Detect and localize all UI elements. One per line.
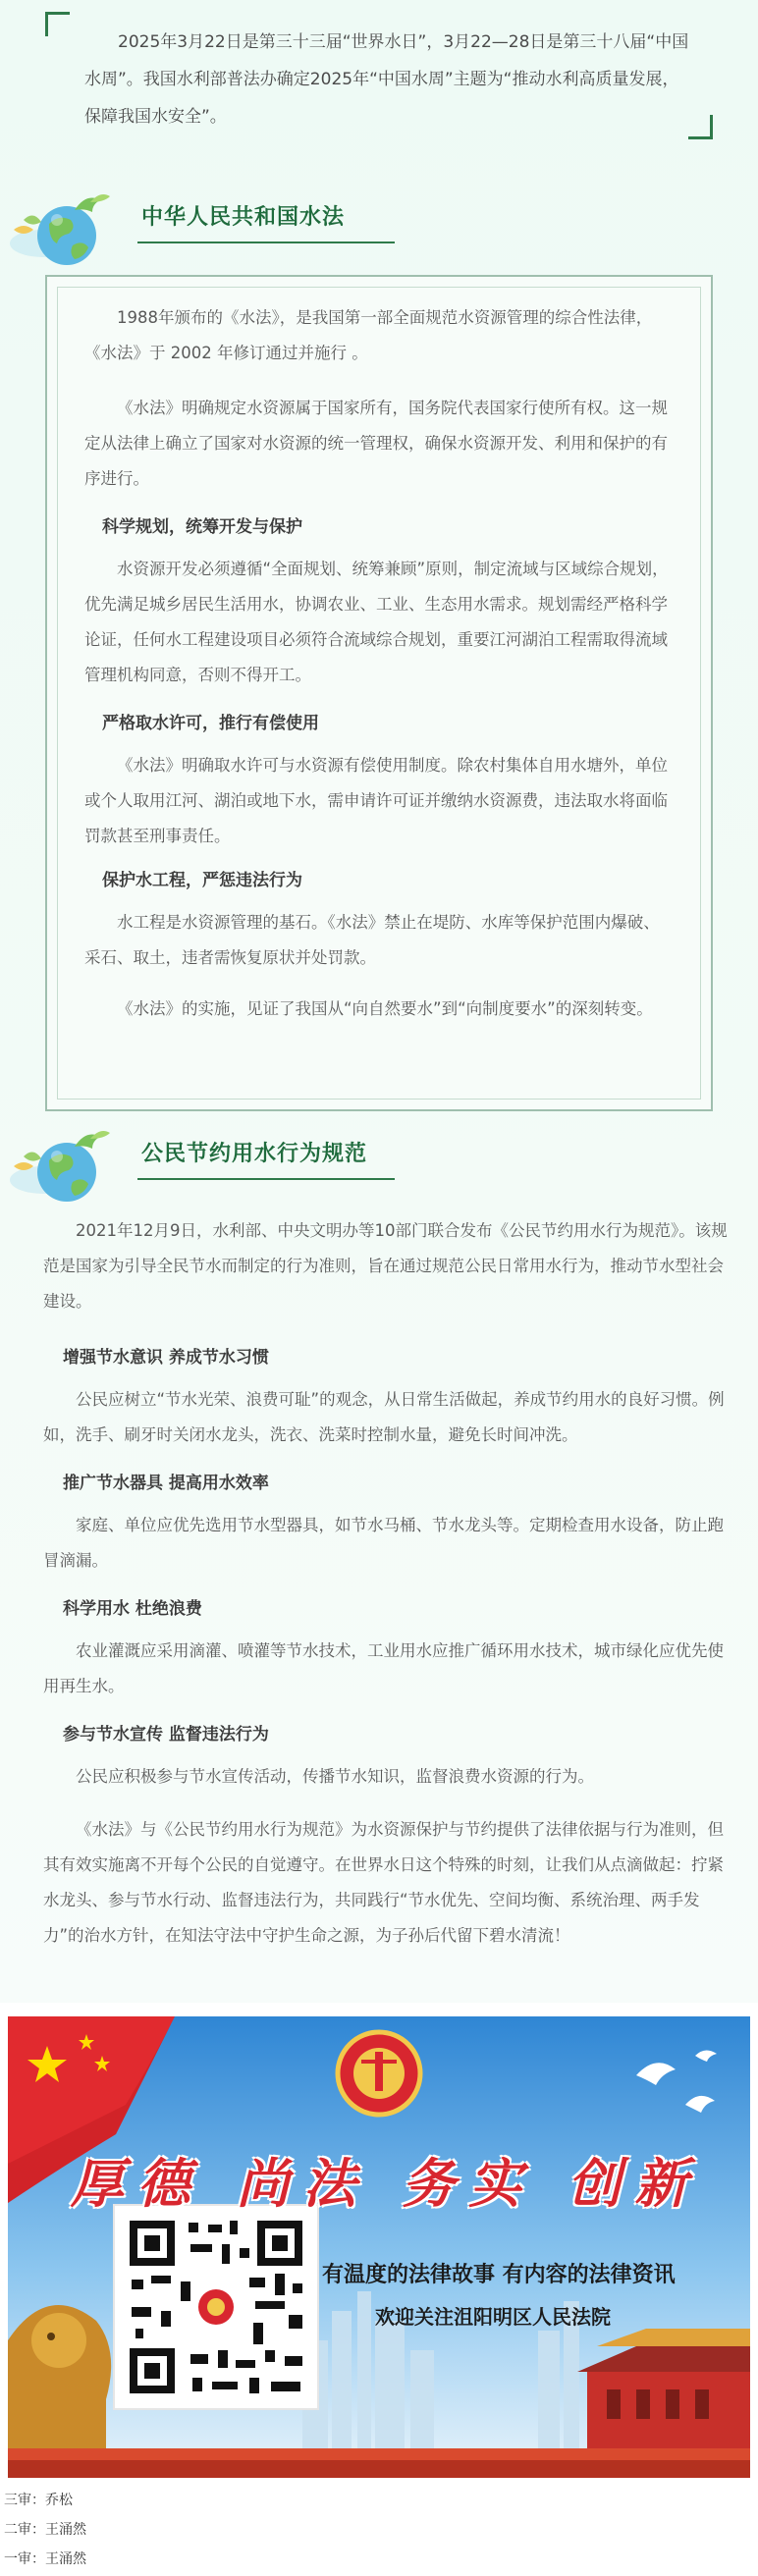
paragraph: 1988年颁布的《水法》，是我国第一部全面规范水资源管理的综合性法律，《水法》于 2002 年修订通过并施行 。	[84, 308, 653, 362]
subheading: 参与节水宣传 监督违法行为	[63, 1725, 269, 1744]
intro-text: 2025年3月22日是第三十三届“世界水日”，3月22—28日是第三十八届“中国水周”。我国水利部普法办确定2025年“中国水周”主题为“推动水利高质量发展，保障我国水安全”。	[84, 32, 689, 127]
earth-globe-icon	[10, 1117, 137, 1215]
paragraph: 公民应树立“节水光荣、浪费可耻”的观念，从日常生活做起，养成节约用水的良好习惯。例如，洗手、刷牙时关闭水龙头，洗衣、洗菜时控制水量，避免长时间冲洗。	[43, 1390, 725, 1444]
credit-second-review: 二审：王涌然	[4, 2522, 86, 2538]
paragraph: 《水法》的实施，见证了我国从“向自然要水”到“向制度要水”的深刻转变。	[117, 999, 653, 1018]
subheading: 推广节水器具 提高用水效率	[63, 1474, 269, 1493]
court-slogan: 厚德 尚法 务实 创新	[70, 2152, 702, 2215]
subheading: 科学规划，统筹开发与保护	[102, 517, 302, 537]
paragraph: 家庭、单位应优先选用节水型器具，如节水马桶、节水龙头等。定期检查用水设备，防止跑冒滴漏。	[43, 1516, 724, 1570]
paragraph: 水资源开发必须遵循“全面规划、统筹兼顾”原则，制定流域与区域综合规划，优先满足城乡居民生活用水，协调农业、工业、生态用水需求。规划需经严格科学论证，任何水工程建设项目必须符合流域综合规划，重要江河湖泊工程需取得流域管理机构同意，否则不得开工。	[84, 560, 669, 684]
credit-third-review: 三审：乔松	[4, 2493, 73, 2508]
paragraph: 《水法》与《公民节约用水行为规范》为水资源保护与节约提供了法律依据与行为准则，但其有效实施离不开每个公民的自觉遵守。在世界水日这个特殊的时刻，让我们从点滴做起：拧紧水龙头、参与节水行动、监督违法行为，共同践行“节水优先、空间均衡、系统治理、两手发力”的治水方针，在知法守法中守护生命之源，为子孙后代留下碧水清流！	[43, 1820, 724, 1945]
subheading: 科学用水 杜绝浪费	[63, 1599, 202, 1619]
section-underline	[137, 242, 395, 243]
banner-background-art	[8, 2016, 750, 2478]
paragraph: 水工程是水资源管理的基石。《水法》禁止在堤防、水库等保护范围内爆破、采石、取土，违者需恢复原状并处罚款。	[84, 913, 660, 967]
court-banner	[8, 2016, 750, 2478]
paragraph: 2021年12月9日，水利部、中央文明办等10部门联合发布《公民节约用水行为规范》。该规范是国家为引导全民节水而制定的行为准则，旨在通过规范公民日常用水行为，推动节水型社会建设。	[43, 1221, 728, 1311]
subheading: 保护水工程，严惩违法行为	[102, 871, 302, 890]
corner-bracket-top-left	[45, 12, 70, 36]
section-underline	[137, 1178, 395, 1180]
section-header-water-saving	[10, 1117, 442, 1215]
paragraph: 公民应积极参与节水宣传活动，传播节水知识，监督浪费水资源的行为。	[76, 1767, 594, 1786]
paragraph: 《水法》明确规定水资源属于国家所有，国务院代表国家行使所有权。这一规定从法律上确立了国家对水资源的统一管理权，确保水资源开发、利用和保护的有序进行。	[84, 399, 668, 488]
subheading: 严格取水许可，推行有偿使用	[102, 714, 319, 733]
section-header-water-law	[10, 181, 442, 279]
banner-tagline: 有温度的法律故事 有内容的法律资讯	[322, 2263, 676, 2287]
follow-text: 欢迎关注沮阳明区人民法院	[375, 2305, 611, 2329]
corner-bracket-bottom-right	[688, 115, 713, 139]
section-title-water-saving: 公民节约用水行为规范	[141, 1142, 368, 1166]
review-credits	[4, 2486, 86, 2574]
intro-box	[45, 12, 713, 139]
paragraph: 农业灌溉应采用滴灌、喷灌等节水技术，工业用水应推广循环用水技术，城市绿化应优先使用再生水。	[43, 1641, 724, 1695]
earth-globe-icon	[10, 181, 137, 279]
credit-first-review: 一审：王涌然	[4, 2551, 86, 2567]
paragraph: 《水法》明确取水许可与水资源有偿使用制度。除农村集体自用水塘外，单位或个人取用江河、湖泊或地下水，需申请许可证并缴纳水资源费，违法取水将面临罚款甚至刑事责任。	[84, 756, 668, 845]
section-title-water-law: 中华人民共和国水法	[141, 205, 346, 230]
subheading: 增强节水意识 养成节水习惯	[63, 1348, 269, 1368]
